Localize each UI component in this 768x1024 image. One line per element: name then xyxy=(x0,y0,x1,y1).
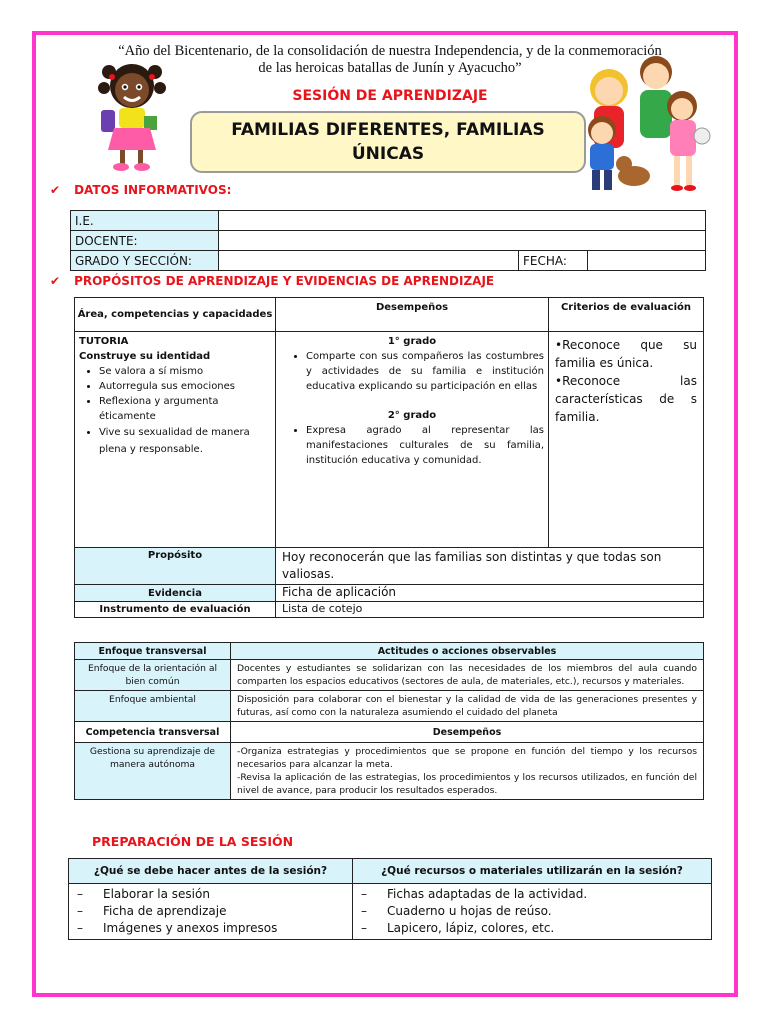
datos-heading xyxy=(50,183,231,197)
capacidades-list xyxy=(79,364,271,458)
preparacion-table xyxy=(68,858,712,940)
desempeno-2: -Revisa la aplicación de las estrategias, los procedimientos y los recursos utilizados, en función del nivel de avance, para producir los resultados esperados. xyxy=(237,772,697,796)
recurso-item-text: Fichas adaptadas de la actividad. xyxy=(387,887,588,901)
competencia-autonoma-text xyxy=(231,743,704,800)
theme-title-line-1: FAMILIAS DIFERENTES, FAMILIAS xyxy=(231,120,545,140)
recurso-item-text: Lapicero, lápiz, colores, etc. xyxy=(387,921,555,935)
dash-icon: – xyxy=(361,887,367,901)
preparacion-heading: PREPARACIÓN DE LA SESIÓN xyxy=(92,834,294,849)
fecha-label: FECHA: xyxy=(519,251,588,271)
recursos-cell xyxy=(353,884,712,940)
col-actitudes: Actitudes o acciones observables xyxy=(231,643,704,660)
motto xyxy=(80,43,700,77)
instrumento-label: Instrumento de evaluación xyxy=(75,602,276,618)
motto-line-2: de las heroicas batallas de Junín y Ayacucho” xyxy=(258,60,522,76)
grado-value[interactable] xyxy=(219,251,519,271)
fecha-value[interactable] xyxy=(588,251,706,271)
antes-cell xyxy=(69,884,353,940)
proposito-value: Hoy reconocerán que las familias son distintas y que todas son valiosas. xyxy=(276,548,704,585)
ie-value[interactable] xyxy=(219,211,706,231)
antes-item xyxy=(77,920,344,937)
evidencia-label: Evidencia xyxy=(75,585,276,602)
col-desempenos-transversal: Desempeños xyxy=(231,722,704,743)
grado1-item: • Comparte con sus compañeros las costumbres y actividades de su familia e institución educativa explicando su participación en ellas xyxy=(306,349,544,394)
theme-title-line-2: ÚNICAS xyxy=(351,144,425,164)
antes-item-text: Ficha de aprendizaje xyxy=(103,904,227,918)
desempenos-cell xyxy=(276,332,549,548)
enfoque-ambiental: Enfoque ambiental xyxy=(75,691,231,722)
competencia-autonoma: Gestiona su aprendizaje de manera autónoma xyxy=(75,743,231,800)
col-area: Área, competencias y capacidades xyxy=(75,298,276,332)
grado2-title: 2° grado xyxy=(387,410,437,421)
enfoque-bien-comun: Enfoque de la orientación al bien común xyxy=(75,660,231,691)
dash-icon: – xyxy=(77,904,83,918)
area-cell xyxy=(75,332,276,548)
ie-label: I.E. xyxy=(71,211,219,231)
check-icon: ✔ xyxy=(50,183,61,197)
motto-line-1: “Año del Bicentenario, de la consolidación de nuestra Independencia, y de la conmemoración xyxy=(118,43,662,59)
col-competencia: Competencia transversal xyxy=(75,722,231,743)
grado-label: GRADO Y SECCIÓN: xyxy=(71,251,219,271)
propositos-heading xyxy=(50,274,494,288)
capacidad-item: • Se valora a sí mismo xyxy=(99,364,271,379)
propositos-table xyxy=(74,297,704,618)
recurso-item-text: Cuaderno u hojas de reúso. xyxy=(387,904,552,918)
check-icon: ✔ xyxy=(50,274,61,288)
docente-label: DOCENTE: xyxy=(71,231,219,251)
docente-value[interactable] xyxy=(219,231,706,251)
competencia: Construye su identidad xyxy=(79,351,211,362)
col-desempenos: Desempeños xyxy=(276,298,549,332)
dash-icon: – xyxy=(361,921,367,935)
grado2-item: • Expresa agrado al representar las manifestaciones culturales de su familia, institución educativa y comunidad. xyxy=(306,423,544,468)
dash-icon: – xyxy=(361,904,367,918)
enfoques-table xyxy=(74,642,704,800)
antes-item xyxy=(77,886,344,903)
criterios-cell xyxy=(549,332,704,548)
instrumento-value: Lista de cotejo xyxy=(276,602,704,618)
dash-icon: – xyxy=(77,921,83,935)
recurso-item xyxy=(361,903,703,920)
criterio-1: •Reconoce que su familia es única. xyxy=(555,338,697,370)
col-enfoque: Enfoque transversal xyxy=(75,643,231,660)
capacidad-item: • Vive su sexualidad de manera plena y responsable. xyxy=(99,424,271,458)
area-title: TUTORIA xyxy=(79,336,129,347)
desempeno-1: -Organiza estrategias y procedimientos que se propone en función del tiempo y los recursos necesarios para alcanzar la meta. xyxy=(237,746,697,770)
antes-item-text: Imágenes y anexos impresos xyxy=(103,921,278,935)
grado2-list xyxy=(280,423,544,468)
capacidad-item: • Autorregula sus emociones xyxy=(99,379,271,394)
proposito-label: Propósito xyxy=(75,548,276,585)
col-recursos: ¿Qué recursos o materiales utilizarán en la sesión? xyxy=(353,859,712,884)
grado1-list xyxy=(280,349,544,394)
theme-title-box xyxy=(190,111,586,173)
antes-item xyxy=(77,903,344,920)
col-criterios: Criterios de evaluación xyxy=(549,298,704,332)
capacidad-item: • Reflexiona y argumenta éticamente xyxy=(99,394,271,424)
session-title: SESIÓN DE APRENDIZAJE xyxy=(292,88,488,104)
col-antes: ¿Qué se debe hacer antes de la sesión? xyxy=(69,859,353,884)
recurso-item xyxy=(361,920,703,937)
datos-table xyxy=(70,210,706,271)
antes-item-text: Elaborar la sesión xyxy=(103,887,210,901)
recurso-item xyxy=(361,886,703,903)
datos-heading-text: DATOS INFORMATIVOS: xyxy=(74,183,232,197)
evidencia-value: Ficha de aplicación xyxy=(276,585,704,602)
dash-icon: – xyxy=(77,887,83,901)
criterio-2: •Reconoce las características de s familia. xyxy=(555,374,697,424)
propositos-heading-text: PROPÓSITOS DE APRENDIZAJE Y EVIDENCIAS DE APRENDIZAJE xyxy=(74,274,495,288)
enfoque-bien-comun-text: Docentes y estudiantes se solidarizan con las necesidades de los miembros del aula cuando comparten los espacios educativos (sectores de aula, de materiales, etc.), recursos y materiales. xyxy=(231,660,704,691)
grado1-title: 1° grado xyxy=(387,336,437,347)
enfoque-ambiental-text: Disposición para colaborar con el bienestar y la calidad de vida de las generaciones presentes y futuras, así como con la naturaleza asumiendo el cuidado del planeta xyxy=(231,691,704,722)
